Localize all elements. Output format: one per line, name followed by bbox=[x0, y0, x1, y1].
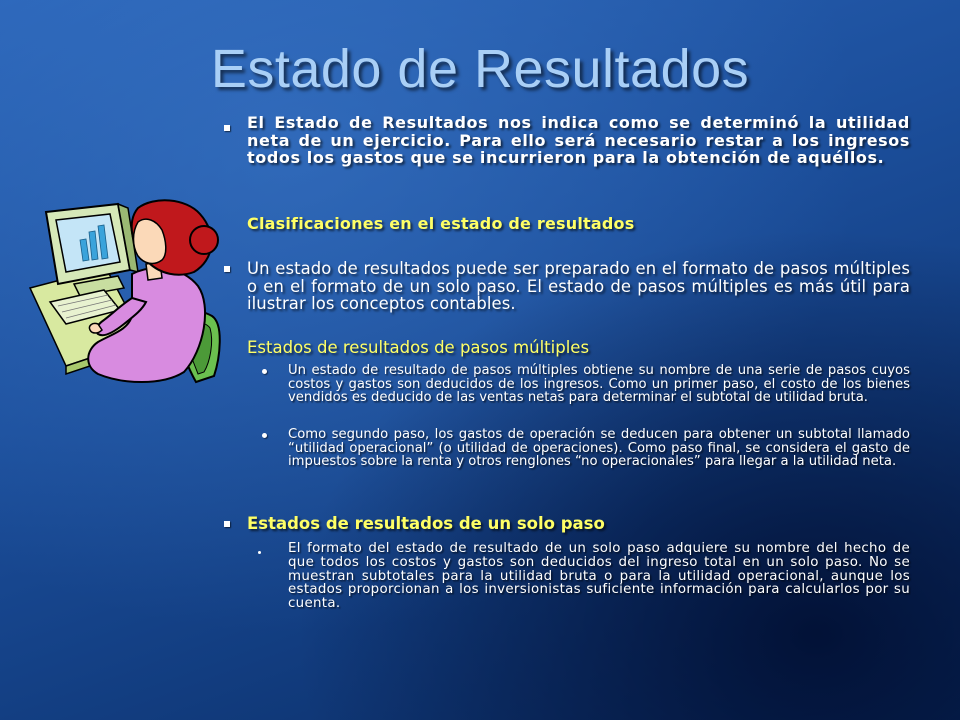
multi-step-bullet-2: Como segundo paso, los gastos de operación se deducen para obtener un subtotal llamado “utilidad operacional” (o utilidad de operaciones). Como paso final, se considera el gasto de impuestos sobre la renta y otros renglones “no operacionales” para llegar a la utilidad neta. bbox=[288, 427, 910, 469]
multi-step-bullet-1: Un estado de resultado de pasos múltiples obtiene su nombre de una serie de pasos cuyos costos y gastos son deducidos de los ingresos. Como un primer paso, el costo de los bienes vendidos es deducido de las ventas netas para determinar el subtotal de utilidad bruta. bbox=[288, 363, 910, 405]
formats-paragraph: Un estado de resultados puede ser preparado en el formato de pasos múltiples o en el formato de un solo paso. El estado de pasos múltiples es más útil para ilustrar los conceptos contables. bbox=[247, 259, 910, 313]
square-bullet-icon bbox=[224, 521, 230, 527]
slide-title: Estado de Resultados bbox=[210, 39, 750, 99]
bullet-dot-icon bbox=[262, 433, 267, 438]
bullet-dot-icon bbox=[258, 551, 261, 554]
square-bullet-icon bbox=[224, 125, 230, 131]
single-step-heading: Estados de resultados de un solo paso bbox=[247, 514, 605, 533]
multi-step-heading: Estados de resultados de pasos múltiples bbox=[247, 338, 590, 357]
intro-paragraph: El Estado de Resultados nos indica como se determinó la utilidad neta de un ejercicio. Para ello será necesario restar a los ingresos todos los gastos que se incurrieron para la obtención de aquéllos. bbox=[247, 113, 910, 167]
classifications-heading: Clasificaciones en el estado de resultados bbox=[247, 214, 635, 233]
single-step-bullet: El formato del estado de resultado de un solo paso adquiere su nombre del hecho de que todos los costos y gastos son deducidos del ingreso total en un solo paso. No se muestran subtotales para la utilidad bruta o para la utilidad operacional, aunque los estados proporcionan a los inversionistas suficiente información para calcularlos por su cuenta. bbox=[288, 541, 910, 612]
bullet-dot-icon bbox=[262, 369, 267, 374]
woman-at-computer-icon bbox=[28, 198, 224, 392]
square-bullet-icon bbox=[224, 266, 230, 272]
